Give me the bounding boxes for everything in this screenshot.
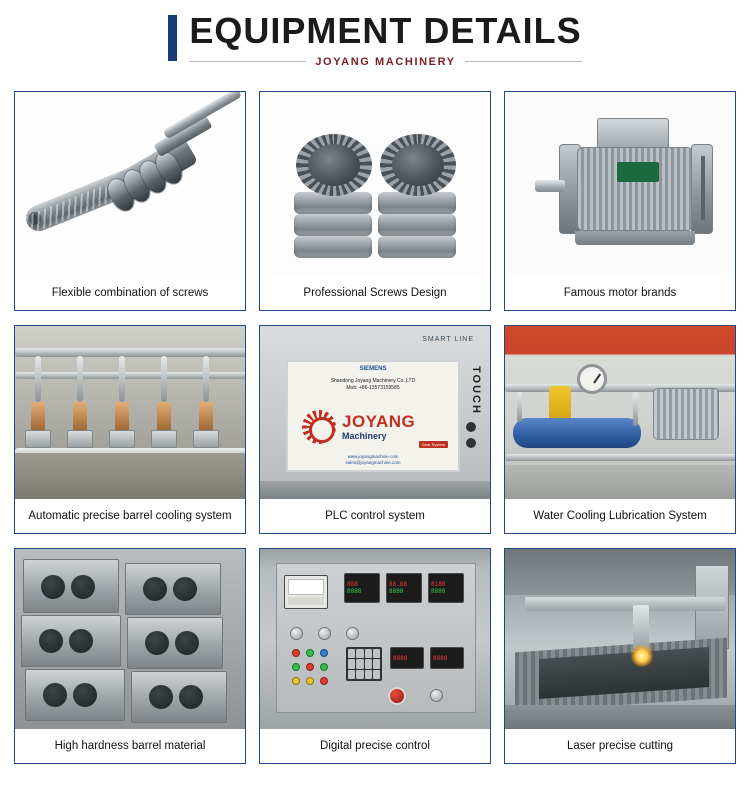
equipment-card[interactable] (504, 325, 736, 534)
plc-control-system-photo (260, 326, 490, 499)
indicator-lamp (320, 677, 328, 685)
indicator-lamp (320, 663, 328, 671)
header-subtitle: JOYANG MACHINERY (315, 55, 456, 68)
digital-display: 8888 (433, 654, 448, 662)
plc-smart-line-label: SMART LINE (422, 336, 474, 343)
equipment-card[interactable] (504, 548, 736, 764)
indicator-lamp (292, 677, 300, 685)
plc-logo-sub: Machinery (342, 431, 387, 441)
control-knob[interactable] (318, 627, 331, 640)
gear-icon (302, 410, 336, 444)
card-caption: High hardness barrel material (54, 739, 206, 752)
extruder-screw-photo (15, 92, 245, 276)
digital-display: 8888 (431, 588, 446, 595)
plc-badge: Gear System (419, 441, 448, 448)
control-knob[interactable] (430, 689, 443, 702)
digital-display: 8888 (347, 588, 362, 595)
indicator-lamp (306, 663, 314, 671)
card-caption: Famous motor brands (563, 286, 677, 299)
plc-company-name: Shandong Joyang Machinery Co.,LTD (330, 378, 416, 384)
plc-mobile: Mob: +86-13573159585 (346, 385, 400, 391)
equipment-card[interactable] (259, 91, 491, 311)
header-divider-left (189, 61, 306, 62)
electric-motor-photo (505, 92, 735, 276)
plc-website: www.joyangmachine.com (347, 454, 399, 459)
equipment-card[interactable] (14, 91, 246, 311)
header-accent-bar (168, 15, 177, 61)
plc-logo-main: JOYANG (342, 412, 416, 431)
header-divider-right (465, 61, 582, 62)
keypad[interactable] (346, 647, 382, 681)
plc-button[interactable] (466, 422, 476, 432)
emergency-stop-button[interactable] (388, 687, 406, 705)
indicator-lamp (292, 663, 300, 671)
card-caption: Automatic precise barrel cooling system (28, 509, 232, 522)
digital-control-cabinet-photo (260, 549, 490, 729)
plc-brand-label: SIEMENS (359, 366, 387, 372)
screw-elements-photo (260, 92, 490, 276)
card-caption: Flexible combination of screws (51, 286, 209, 299)
digital-display: 8888 (393, 654, 408, 662)
digital-display: 8888 (389, 588, 404, 595)
equipment-card[interactable] (504, 91, 736, 311)
plc-button[interactable] (466, 438, 476, 448)
equipment-card[interactable] (14, 325, 246, 534)
barrel-cooling-system-photo (15, 326, 245, 499)
digital-display: 8188 (431, 581, 446, 588)
page-title: EQUIPMENT DETAILS (189, 9, 582, 51)
equipment-card[interactable] (259, 325, 491, 534)
plc-touch-label: TOUCH (470, 366, 482, 415)
digital-display: 888 (347, 581, 358, 588)
equipment-card[interactable] (259, 548, 491, 764)
laser-cutting-machine-photo (505, 549, 735, 729)
card-caption: Digital precise control (320, 739, 430, 752)
equipment-card-grid (14, 91, 736, 764)
indicator-lamp (320, 649, 328, 657)
control-knob[interactable] (346, 627, 359, 640)
barrel-blocks-photo (15, 549, 245, 729)
page-header (0, 0, 750, 78)
indicator-lamp (292, 649, 300, 657)
plc-email: sales@joyangmachine.com (345, 460, 401, 465)
digital-display: 88.88 (389, 581, 408, 588)
card-caption: Water Cooling Lubrication System (533, 509, 707, 522)
indicator-lamp (306, 677, 314, 685)
card-caption: PLC control system (325, 509, 425, 522)
control-knob[interactable] (290, 627, 303, 640)
card-caption: Laser precise cutting (566, 739, 674, 752)
equipment-card[interactable] (14, 548, 246, 764)
water-cooling-lubrication-photo (505, 326, 735, 499)
indicator-lamp (306, 649, 314, 657)
card-caption: Professional Screws Design (303, 286, 447, 299)
